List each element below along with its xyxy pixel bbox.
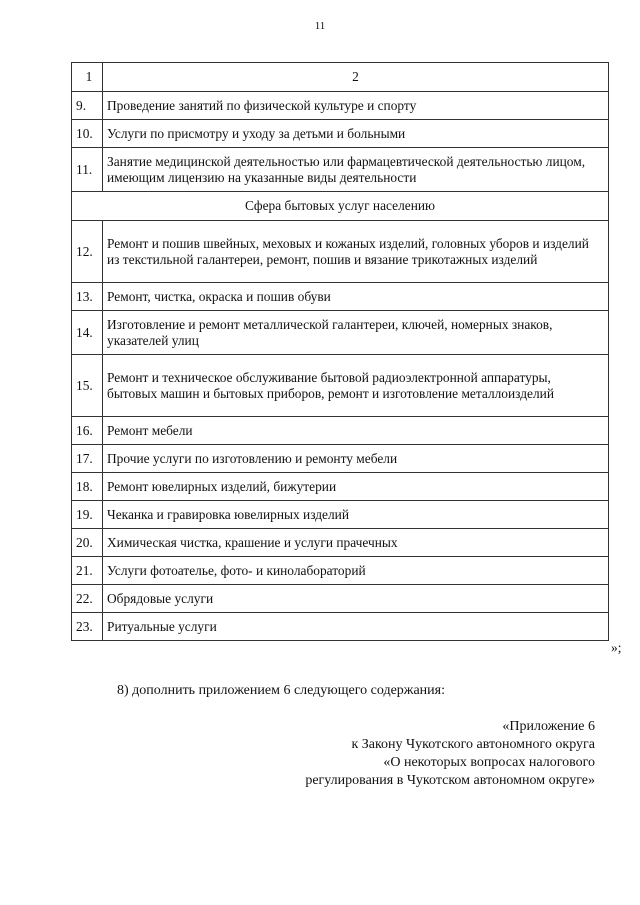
row-number: 11.	[72, 148, 103, 192]
table-row	[72, 120, 609, 148]
table-row	[72, 529, 609, 557]
row-number: 13.	[72, 283, 103, 311]
services-table	[71, 62, 609, 641]
row-number: 9.	[72, 92, 103, 120]
header-col-2: 2	[103, 63, 609, 92]
table-row	[72, 557, 609, 585]
row-number: 18.	[72, 473, 103, 501]
row-description: Проведение занятий по физической культуре и спорту	[103, 92, 609, 120]
row-description: Ритуальные услуги	[103, 613, 609, 641]
table-row	[72, 311, 609, 355]
row-number: 20.	[72, 529, 103, 557]
row-description: Ремонт мебели	[103, 417, 609, 445]
row-number: 15.	[72, 355, 103, 417]
appendix-line: «Приложение 6	[502, 719, 595, 734]
row-description: Химическая чистка, крашение и услуги прачечных	[103, 529, 609, 557]
appendix-line: регулирования в Чукотском автономном округе»	[305, 773, 595, 788]
table-row	[72, 148, 609, 192]
appendix-line: «О некоторых вопросах налогового	[383, 755, 595, 770]
closing-quote-mark: »;	[611, 640, 622, 655]
table-row	[72, 501, 609, 529]
row-number: 14.	[72, 311, 103, 355]
table-row	[72, 221, 609, 283]
table-row	[72, 417, 609, 445]
row-description: Чеканка и гравировка ювелирных изделий	[103, 501, 609, 529]
row-number: 12.	[72, 221, 103, 283]
row-description: Обрядовые услуги	[103, 585, 609, 613]
page-number: 11	[314, 20, 326, 32]
row-description: Ремонт ювелирных изделий, бижутерии	[103, 473, 609, 501]
row-number: 22.	[72, 585, 103, 613]
table-row	[72, 473, 609, 501]
row-number: 17.	[72, 445, 103, 473]
table-header-row	[72, 63, 609, 92]
section-header-row	[72, 192, 609, 221]
header-col-1: 1	[72, 63, 103, 92]
table-row	[72, 283, 609, 311]
row-description: Занятие медицинской деятельностью или фармацевтической деятельностью лицом, имеющим лицензию на указанные виды деятельности	[103, 148, 609, 192]
table-row	[72, 585, 609, 613]
row-number: 19.	[72, 501, 103, 529]
table-row	[72, 355, 609, 417]
section-title: Сфера бытовых услуг населению	[72, 192, 609, 221]
row-number: 10.	[72, 120, 103, 148]
row-description: Прочие услуги по изготовлению и ремонту мебели	[103, 445, 609, 473]
row-description: Ремонт и техническое обслуживание бытовой радиоэлектронной аппаратуры, бытовых машин и бытовых приборов, ремонт и изготовление металлоизделий	[103, 355, 609, 417]
appendix-line: к Закону Чукотского автономного округа	[351, 737, 595, 752]
table-row	[72, 445, 609, 473]
row-number: 23.	[72, 613, 103, 641]
row-number: 16.	[72, 417, 103, 445]
row-description: Ремонт, чистка, окраска и пошив обуви	[103, 283, 609, 311]
table-row	[72, 92, 609, 120]
row-description: Услуги по присмотру и уходу за детьми и больными	[103, 120, 609, 148]
row-number: 21.	[72, 557, 103, 585]
row-description: Ремонт и пошив швейных, меховых и кожаных изделий, головных уборов и изделий из текстильной галантереи, ремонт, пошив и вязание трикотажных изделий	[103, 221, 609, 283]
row-description: Услуги фотоателье, фото- и кинолабораторий	[103, 557, 609, 585]
appendix-heading	[175, 718, 595, 790]
row-description: Изготовление и ремонт металлической галантереи, ключей, номерных знаков, указателей улиц	[103, 311, 609, 355]
amendment-paragraph: 8) дополнить приложением 6 следующего содержания:	[117, 683, 445, 698]
table-row	[72, 613, 609, 641]
